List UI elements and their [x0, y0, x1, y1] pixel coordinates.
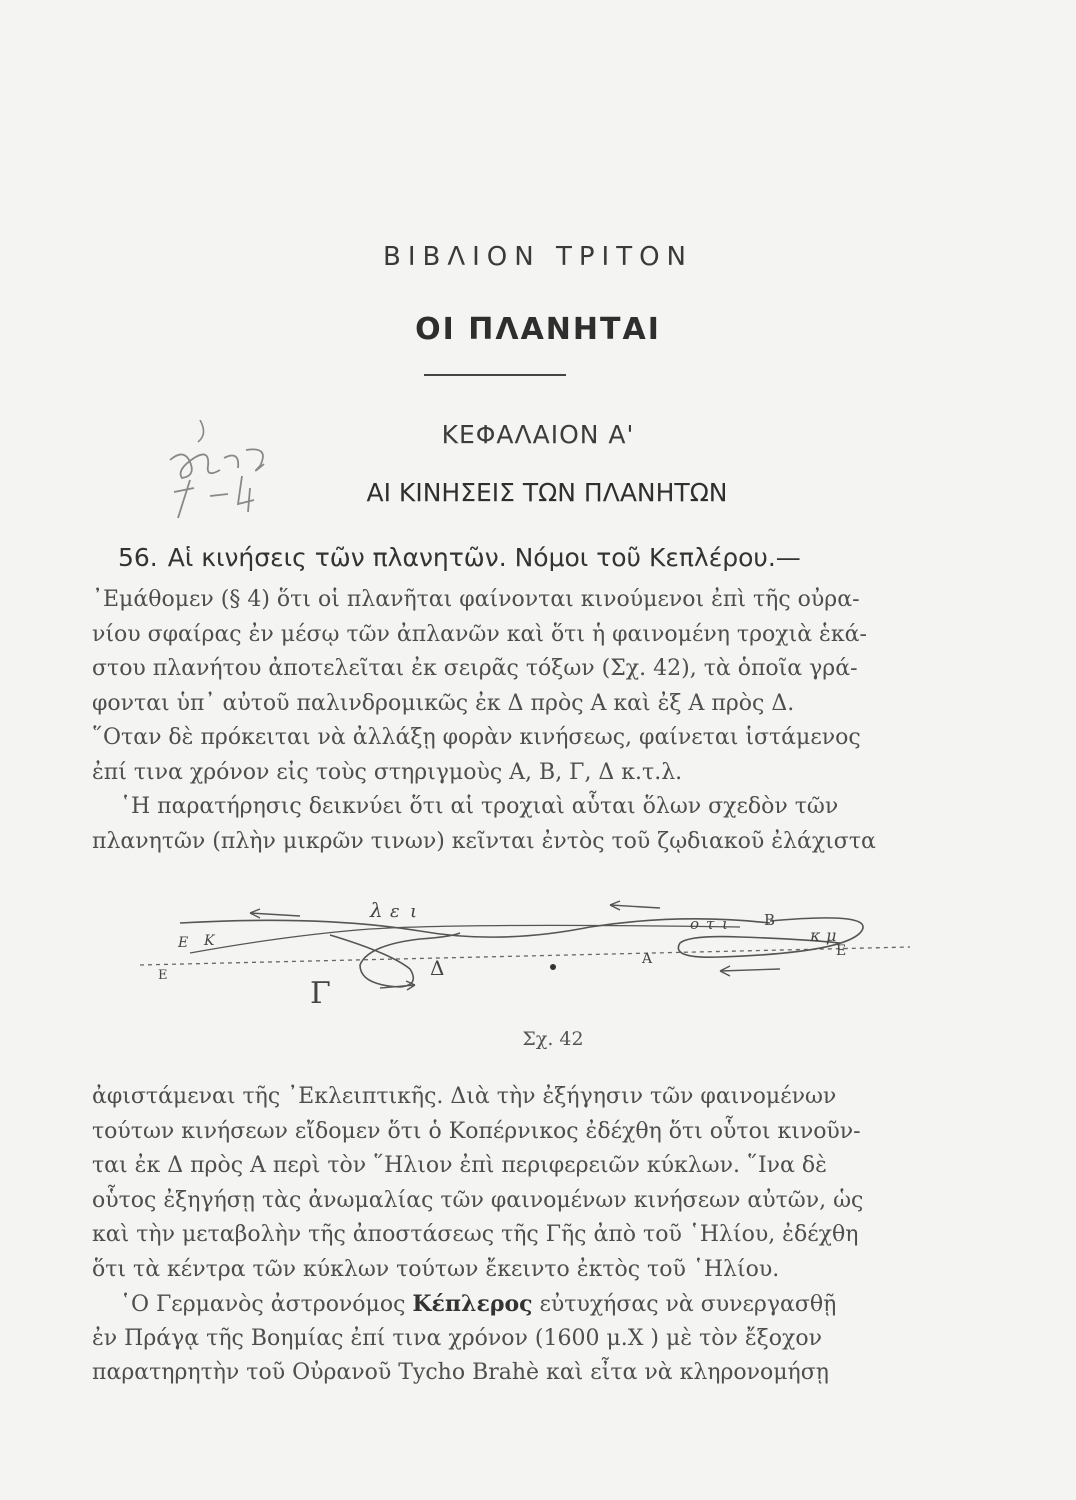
- text-line: νίου σφαίρας ἐν μέσῳ τῶν ἀπλανῶν καὶ ὅτι ἡ φαινομένη τροχιὰ ἑκά-: [92, 621, 867, 647]
- figure-label: Κ: [204, 933, 215, 949]
- figure-label: Ε: [836, 943, 847, 959]
- text-line: ἀφιστάμεναι τῆς ᾿Εκλειπτικῆς. Διὰ τὴν ἐξήγησιν τῶν φαινομένων: [92, 1084, 837, 1109]
- text-line: καὶ τὴν μεταβολὴν τῆς ἀποστάσεως τῆς Γῆς ἀπὸ τοῦ ῾Ηλίου, ἐδέχθη: [92, 1222, 859, 1247]
- text-line: παρατηρητὴν τοῦ Οὐρανοῦ Tycho Brahè καὶ εἶτα νὰ κληρονομήσῃ: [92, 1360, 829, 1385]
- figure-caption: Σχ. 42: [522, 1028, 584, 1050]
- text-fragment: εὐτυχήσας νὰ συνεργασθῇ: [532, 1292, 837, 1317]
- arrow-icon: [250, 909, 300, 918]
- text-line: ται ἐκ Δ πρὸς Α περὶ τὸν ῞Ηλιον ἐπὶ περιφερειῶν κύκλων. ῞Ινα δὲ: [92, 1153, 827, 1178]
- text-line: ᾿Εμάθομεν (§ 4) ὅτι οἱ πλανῆται φαίνονται κινούμενοι ἐπὶ τῆς οὐρα-: [92, 587, 860, 612]
- sun-point: [550, 964, 556, 970]
- text-line: ἐν Πράγᾳ τῆς Βοημίας ἐπί τινα χρόνον (1600 μ.Χ ) μὲ τὸν ἔξοχον: [92, 1325, 822, 1351]
- text-line: στου πλανήτου ἀποτελεῖται ἐκ σειρᾶς τόξων (Σχ. 42), τὰ ὁποῖα γρά-: [92, 656, 858, 681]
- figure-label: Ε: [158, 968, 168, 983]
- text-line: φονται ὑπ᾿ αὐτοῦ παλινδρομικῶς ἐκ Δ πρὸς Α καὶ ἐξ Α πρὸς Δ.: [92, 690, 795, 716]
- book-title: ΒΙΒΛΙΟΝ ΤΡΙΤΟΝ: [383, 242, 693, 272]
- figure-label: κ: [810, 926, 821, 945]
- text-line: πλανητῶν (πλὴν μικρῶν τινων) κεῖνται ἐντὸς τοῦ ζῳδιακοῦ ἐλάχιστα: [92, 828, 876, 854]
- body-text-lower: [92, 1080, 972, 1391]
- text-line: ὅτι τὰ κέντρα τῶν κύκλων τούτων ἔκειντο ἐκτὸς τοῦ ῾Ηλίου.: [92, 1256, 780, 1282]
- figure-label: Γ: [310, 976, 331, 1008]
- paragraph-heading-text: Αἱ κινήσεις τῶν πλανητῶν. Νόμοι τοῦ Κεπλέρου.—: [167, 543, 801, 572]
- figure-label: τ: [706, 915, 715, 933]
- text-line: ῾Η παρατήρησις δεικνύει ὅτι αἱ τροχιαὶ αὗται ὅλων σχεδὸν τῶν: [120, 794, 839, 819]
- text-line: [92, 1287, 972, 1322]
- arrow-icon: [610, 901, 660, 910]
- text-line: ἐπί τινα χρόνον εἰς τοὺς στηριγμοὺς Α, Β, Γ, Δ κ.τ.λ.: [92, 759, 683, 785]
- figure-label: Δ: [430, 956, 445, 980]
- figure-label: Β: [764, 911, 776, 929]
- figure-label: ο: [690, 915, 700, 933]
- text-fragment: ῾Ο Γερμανὸς ἀστρονόμος: [120, 1292, 413, 1317]
- paragraph-heading: [118, 543, 968, 572]
- ecliptic-line: [140, 947, 910, 965]
- paragraph-number: 56.: [118, 543, 158, 572]
- body-text-upper: [92, 583, 972, 859]
- section-title: ΟΙ ΠΛΑΝΗΤΑΙ: [415, 312, 661, 347]
- name-kepler: Κέπλερος: [412, 1291, 533, 1317]
- figure-label: ι: [722, 915, 728, 933]
- figure-label: ε: [390, 901, 400, 922]
- handwritten-margin-note: [150, 420, 290, 530]
- figure-label: Α: [642, 951, 653, 967]
- arrow-icon: [720, 966, 780, 976]
- figure-label: Ε: [178, 935, 189, 951]
- chapter-title: ΑΙ ΚΙΝΗΣΕΙΣ ΤΩΝ ΠΛΑΝΗΤΩΝ: [366, 478, 728, 507]
- text-line: ῞Οταν δὲ πρόκειται νὰ ἀλλάξῃ φορὰν κινήσεως, φαίνεται ἱστάμενος: [92, 725, 861, 750]
- figure-42-planet-path: [120, 893, 920, 1008]
- figure-label: λ: [370, 898, 383, 922]
- title-divider: [424, 374, 566, 376]
- figure-label: μ: [826, 926, 837, 945]
- text-line: οὗτος ἐξηγήσῃ τὰς ἀνωμαλίας τῶν φαινομένων κινήσεων αὐτῶν, ὡς: [92, 1187, 864, 1213]
- text-line: τούτων κινήσεων εἴδομεν ὅτι ὁ Κοπέρνικος ἐδέχθη ὅτι οὗτοι κινοῦν-: [92, 1118, 861, 1144]
- chapter-label: ΚΕΦΑΛΑΙΟΝ Α': [441, 420, 635, 449]
- figure-label: ι: [410, 901, 418, 922]
